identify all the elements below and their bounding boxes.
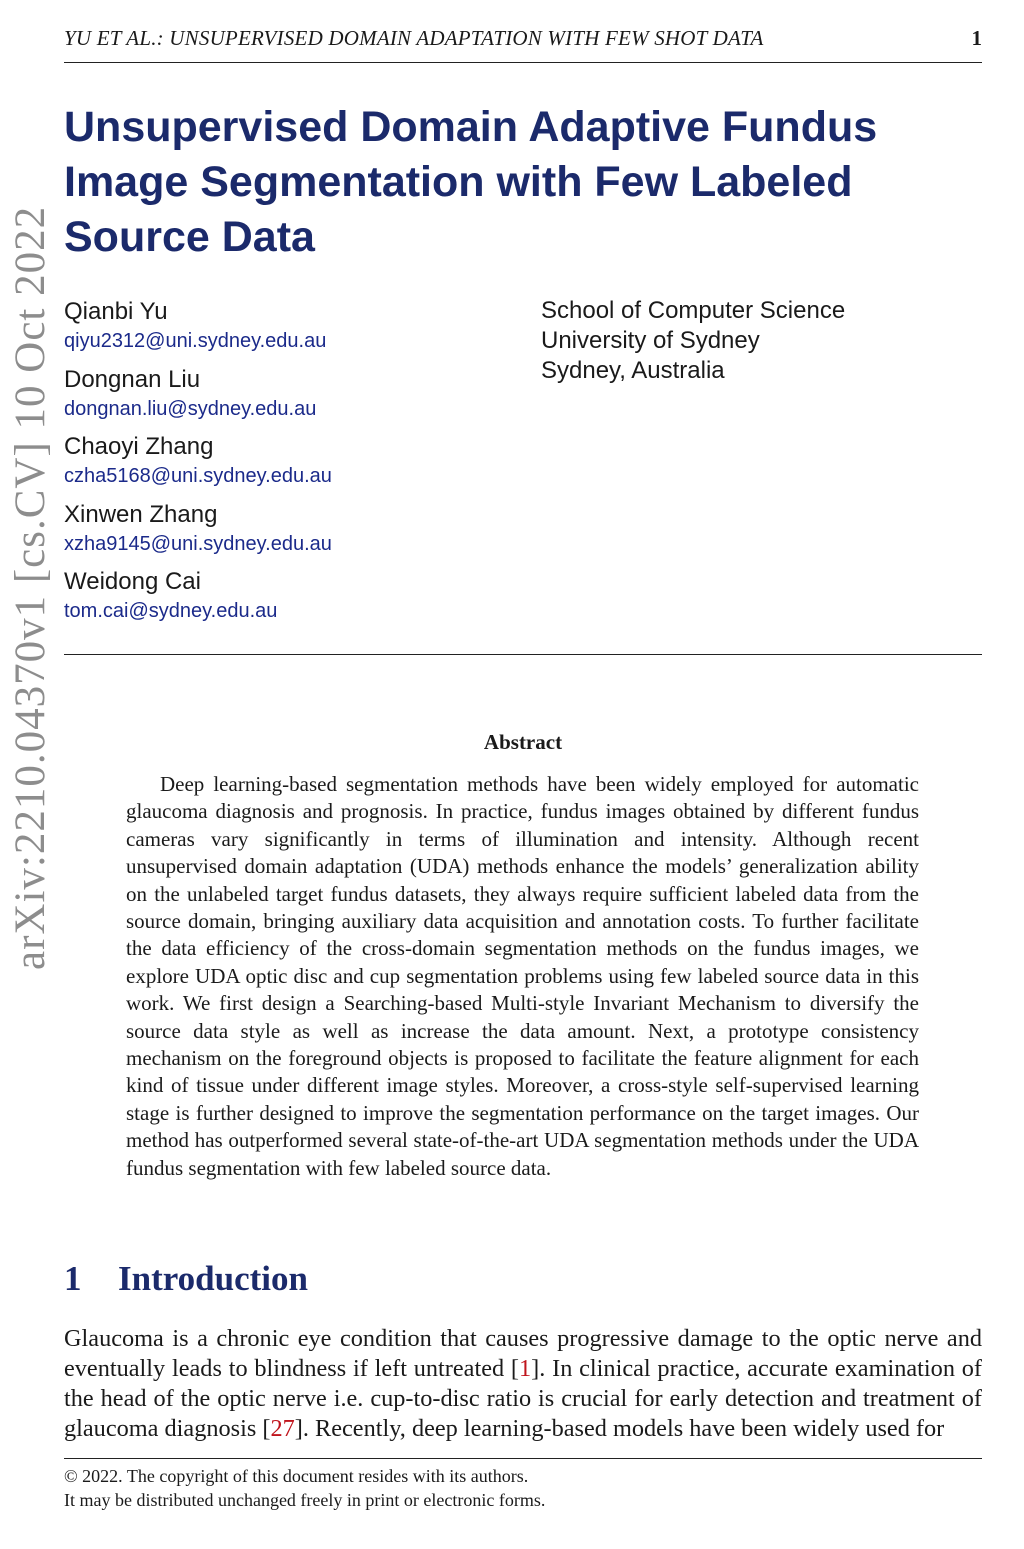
- intro-text-segment: ]. In clinical practice, accurate examination of the head of the optic nerve i.e. cup-to-disc ratio is crucial for early detection and treatment of glaucoma diagnosis [: [64, 1355, 982, 1442]
- author-entry: [64, 364, 504, 432]
- author-name: Xinwen Zhang: [64, 500, 218, 528]
- author-entry: [64, 566, 504, 634]
- author-email-link[interactable]: qiyu2312@uni.sydney.edu.au: [64, 330, 327, 352]
- running-title: YU ET AL.: UNSUPERVISED DOMAIN ADAPTATION WITH FEW SHOT DATA: [64, 26, 764, 50]
- author-email-link[interactable]: czha5168@uni.sydney.edu.au: [64, 465, 332, 487]
- citation-link[interactable]: 1: [519, 1355, 532, 1382]
- author-email-link[interactable]: tom.cai@sydney.edu.au: [64, 600, 278, 622]
- running-header: [64, 26, 982, 63]
- intro-text-segment: Glaucoma is a chronic eye condition that causes progressive damage to the optic nerve and eventually leads to blindness if left untreated [: [64, 1325, 982, 1382]
- affiliation-university: University of Sydney: [541, 327, 760, 354]
- section-title: Introduction: [118, 1259, 308, 1298]
- author-name: Weidong Cai: [64, 568, 201, 595]
- intro-text-segment: ]. Recently, deep learning-based models have been widely used for: [294, 1415, 945, 1442]
- author-email-link[interactable]: xzha9145@uni.sydney.edu.au: [64, 532, 332, 555]
- author-name: Dongnan Liu: [64, 365, 201, 393]
- affiliation: [541, 296, 845, 386]
- author-list: [64, 296, 504, 634]
- page-number: 1: [971, 26, 982, 50]
- footer-divider: [64, 1458, 982, 1459]
- author-entry: [64, 499, 504, 567]
- section-number: 1: [64, 1259, 82, 1298]
- author-name: Chaoyi Zhang: [64, 433, 214, 460]
- distribution-line: It may be distributed unchanged freely in print or electronic forms.: [64, 1490, 546, 1510]
- author-entry: [64, 296, 504, 364]
- affiliation-location: Sydney, Australia: [541, 357, 725, 384]
- copyright-footer: [64, 1464, 545, 1512]
- affiliation-school: School of Computer Science: [541, 297, 846, 324]
- copyright-line: © 2022. The copyright of this document resides with its authors.: [64, 1466, 529, 1486]
- citation-link[interactable]: 27: [270, 1415, 295, 1442]
- title-block-divider: [64, 654, 982, 655]
- author-email-link[interactable]: dongnan.liu@sydney.edu.au: [64, 397, 317, 420]
- author-name: Qianbi Yu: [64, 298, 168, 325]
- introduction-paragraph: [64, 1324, 982, 1444]
- author-entry: [64, 431, 504, 499]
- arxiv-identifier-stamp[interactable]: arXiv:2210.04370v1 [cs.CV] 10 Oct 2022: [7, 205, 54, 970]
- paper-title: Unsupervised Domain Adaptive Fundus Image Segmentation with Few Labeled Source Data: [64, 103, 878, 261]
- section-heading-introduction: [64, 1258, 308, 1300]
- abstract-body: Deep learning-based segmentation methods have been widely employed for automatic glaucoma diagnosis and prognosis. In practice, fundus images obtained by different fundus cameras vary significantly in terms of illumination and intensity. Although recent unsupervised domain adaptation (UDA) methods enhance the models’ generalization ability on the unlabeled target fundus datasets, they always require sufficient labeled data from the source domain, bringing auxiliary data acquisition and annotation costs. To further facilitate the data efficiency of the cross-domain segmentation methods on the fundus images, we explore UDA optic disc and cup segmentation problems using few labeled source data in this work. We first design a Searching-based Multi-style Invariant Mechanism to diversify the source data style as well as increase the data amount. Next, a prototype consistency mechanism on the foreground objects is proposed to facilitate the feature alignment for each kind of tissue under different image styles. Moreover, a cross-style self-supervised learning stage is further designed to improve the segmentation performance on the target images. Our method has outperformed several state-of-the-art UDA segmentation methods under the UDA fundus segmentation with few labeled source data.: [126, 772, 919, 1180]
- abstract-heading: Abstract: [483, 730, 563, 754]
